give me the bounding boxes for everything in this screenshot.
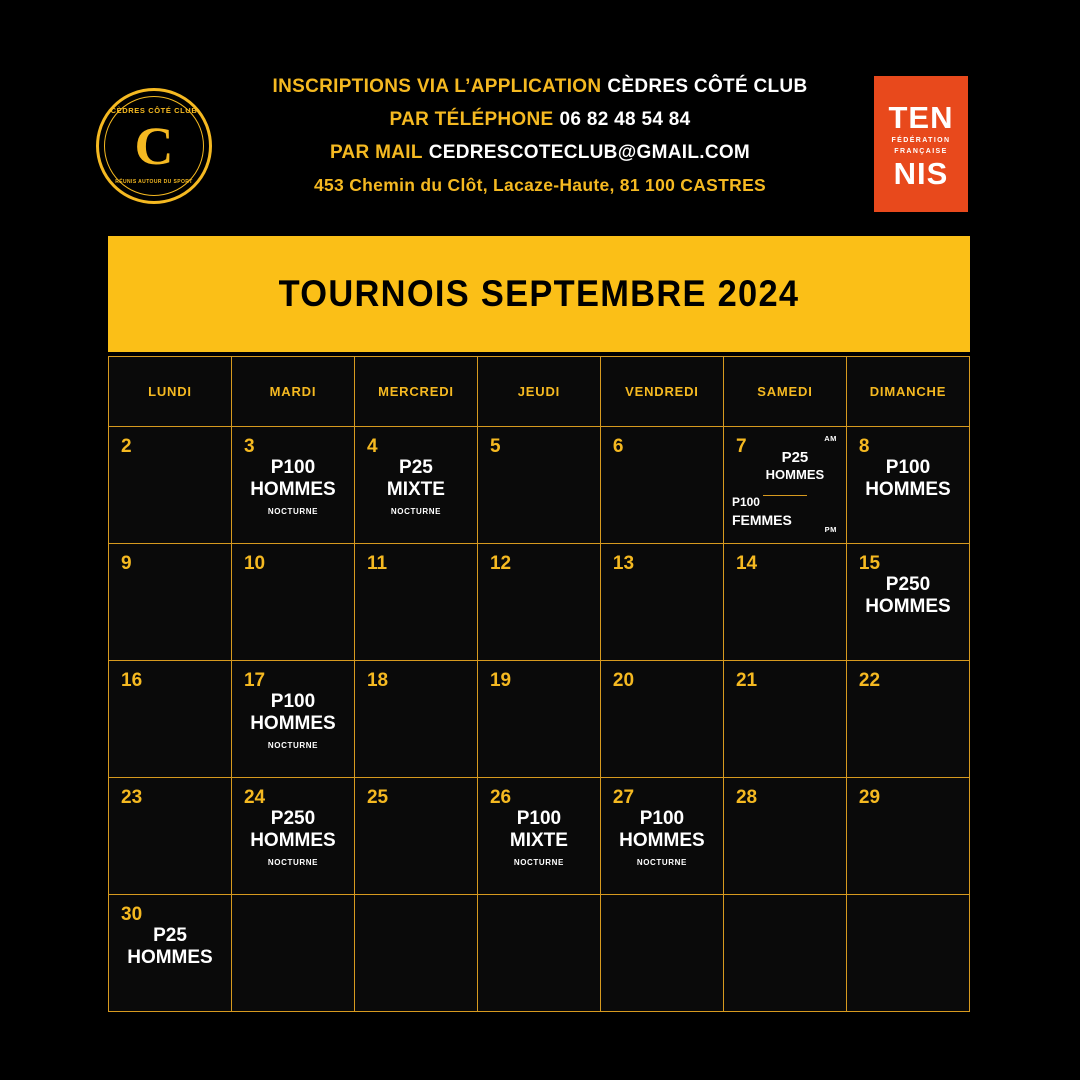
calendar-day-cell[interactable] xyxy=(354,544,477,661)
calendar-day-number: 18 xyxy=(366,670,389,691)
calendar-day-cell[interactable] xyxy=(723,661,846,778)
weekday-header-jeudi: JEUDI xyxy=(477,357,600,427)
calendar-event-title: P25 MIXTE xyxy=(386,457,445,501)
calendar-day-number: 30 xyxy=(121,904,143,925)
calendar-event-title: P100 HOMMES xyxy=(619,808,705,852)
calendar-event-note: NOCTURNE xyxy=(267,506,319,516)
calendar-day-number: 28 xyxy=(735,787,758,808)
federation-badge-subtitle xyxy=(892,136,951,157)
contact-app-prefix: INSCRIPTIONS VIA L’APPLICATION xyxy=(272,76,602,97)
calendar-week-row xyxy=(109,427,970,544)
calendar-day-cell[interactable] xyxy=(723,427,846,544)
calendar-day-number: 9 xyxy=(121,553,132,574)
calendar-event-title: P100 HOMMES xyxy=(250,691,336,735)
calendar-day-number: 8 xyxy=(858,436,870,457)
am-event xyxy=(752,449,838,483)
calendar-day-cell[interactable] xyxy=(354,778,477,895)
calendar-day-cell[interactable] xyxy=(477,427,600,544)
calendar-day-number: 22 xyxy=(858,670,881,691)
calendar-day-number: 2 xyxy=(121,436,132,457)
club-logo-ring xyxy=(104,96,204,196)
calendar-day-cell[interactable] xyxy=(231,778,354,895)
calendar-day-number: 21 xyxy=(735,670,758,691)
calendar-day-number: 3 xyxy=(243,436,255,457)
calendar-day-number: 17 xyxy=(243,670,266,691)
am-label: AM xyxy=(824,434,837,443)
calendar-event xyxy=(232,691,354,750)
calendar-day-number: 12 xyxy=(489,553,512,574)
calendar-day-cell[interactable] xyxy=(477,778,600,895)
calendar-day-cell[interactable] xyxy=(600,778,723,895)
calendar-day-number: 26 xyxy=(489,787,512,808)
calendar-event-note: NOCTURNE xyxy=(513,857,564,867)
weekday-header-dimanche: DIMANCHE xyxy=(846,357,969,427)
federation-badge-line1: TEN xyxy=(888,100,954,136)
federation-badge-line2: NIS xyxy=(893,156,949,191)
weekday-header-mercredi: MERCREDI xyxy=(354,357,477,427)
federation-badge-subtitle-line2: FRANÇAISE xyxy=(894,147,948,155)
contact-block xyxy=(240,76,840,207)
weekday-header-mardi: MARDI xyxy=(231,357,354,427)
poster-header xyxy=(0,0,1080,232)
calendar-event xyxy=(847,457,969,502)
am-event-gender: HOMMES xyxy=(765,467,825,482)
calendar-event-title: P100 HOMMES xyxy=(250,457,336,501)
calendar-empty-cell xyxy=(846,895,969,1012)
calendar-event-note: NOCTURNE xyxy=(267,740,319,750)
contact-phone-value[interactable]: 06 82 48 54 84 xyxy=(559,109,691,130)
calendar-event-note: NOCTURNE xyxy=(267,857,319,867)
calendar-day-number: 7 xyxy=(735,436,747,457)
calendar-day-number: 14 xyxy=(735,553,758,574)
tournament-calendar xyxy=(108,356,970,1012)
calendar-event xyxy=(478,808,600,867)
title-banner xyxy=(108,236,970,352)
calendar-day-cell[interactable] xyxy=(109,895,232,1012)
calendar-event-title: P250 HOMMES xyxy=(865,574,951,618)
calendar-day-cell[interactable] xyxy=(354,661,477,778)
calendar-empty-cell xyxy=(477,895,600,1012)
contact-line-phone xyxy=(240,109,840,131)
calendar-day-cell[interactable] xyxy=(846,661,969,778)
calendar-day-cell[interactable] xyxy=(109,427,232,544)
weekday-header-lundi: LUNDI xyxy=(109,357,232,427)
calendar-day-number: 24 xyxy=(243,787,266,808)
calendar-day-number: 16 xyxy=(121,670,143,691)
club-logo-bottom-text: RÉUNIS AUTOUR DU SPORT xyxy=(115,179,193,185)
calendar-day-cell[interactable] xyxy=(354,427,477,544)
calendar-event-title: P100 HOMMES xyxy=(865,457,951,501)
calendar-day-cell[interactable] xyxy=(846,427,969,544)
calendar-day-cell[interactable] xyxy=(600,661,723,778)
contact-line-address: 453 Chemin du Clôt, Lacaze-Haute, 81 100 CASTRES xyxy=(313,175,767,195)
contact-app-value: CÈDRES CÔTÉ CLUB xyxy=(607,76,808,97)
page-title: TOURNOIS SEPTEMBRE 2024 xyxy=(278,273,800,314)
club-logo-monogram: C xyxy=(134,116,174,176)
calendar-day-cell[interactable] xyxy=(723,544,846,661)
calendar-event xyxy=(109,925,231,970)
calendar-day-number: 29 xyxy=(858,787,881,808)
calendar-day-number: 19 xyxy=(489,670,512,691)
calendar-day-number: 13 xyxy=(612,553,635,574)
calendar-day-cell[interactable] xyxy=(846,778,969,895)
calendar-day-cell[interactable] xyxy=(231,427,354,544)
calendar-header-row xyxy=(109,357,970,427)
calendar-day-cell[interactable] xyxy=(231,661,354,778)
calendar-event xyxy=(232,808,354,867)
weekday-header-vendredi: VENDREDI xyxy=(600,357,723,427)
calendar-event-note: NOCTURNE xyxy=(390,506,442,516)
calendar-day-number: 15 xyxy=(858,553,881,574)
calendar-day-number: 4 xyxy=(366,436,378,457)
federation-badge-subtitle-line1: FÉDÉRATION xyxy=(891,137,951,144)
contact-phone-prefix: PAR TÉLÉPHONE xyxy=(389,109,554,130)
calendar-day-number: 23 xyxy=(121,787,143,808)
contact-mail-prefix: PAR MAIL xyxy=(329,142,423,163)
calendar-day-cell[interactable] xyxy=(600,544,723,661)
calendar-day-number: 5 xyxy=(489,436,501,457)
calendar-empty-cell xyxy=(600,895,723,1012)
calendar-day-cell[interactable] xyxy=(600,427,723,544)
federation-badge xyxy=(874,76,968,212)
contact-mail-value[interactable]: CEDRESCOTECLUB@GMAIL.COM xyxy=(428,142,751,163)
calendar-event-title: P100 MIXTE xyxy=(509,808,568,852)
pm-event-gender: FEMMES xyxy=(731,511,792,528)
calendar-empty-cell xyxy=(231,895,354,1012)
calendar-day-cell[interactable] xyxy=(477,661,600,778)
calendar-day-number: 11 xyxy=(366,553,388,574)
calendar-day-number: 20 xyxy=(612,670,635,691)
calendar-event-title: P250 HOMMES xyxy=(250,808,336,852)
calendar-event xyxy=(355,457,477,516)
calendar-week-row xyxy=(109,544,970,661)
calendar-body xyxy=(109,427,970,1012)
calendar-day-number: 27 xyxy=(612,787,635,808)
calendar-day-number: 25 xyxy=(366,787,389,808)
club-logo xyxy=(96,88,212,204)
calendar-event xyxy=(601,808,723,867)
calendar-day-cell[interactable] xyxy=(231,544,354,661)
am-event-category: P25 xyxy=(781,449,809,466)
pm-label: PM xyxy=(824,525,837,534)
calendar-day-number: 6 xyxy=(612,436,624,457)
calendar-event-title: P25 HOMMES xyxy=(127,925,213,969)
calendar-day-cell[interactable] xyxy=(109,778,232,895)
weekday-header-samedi: SAMEDI xyxy=(723,357,846,427)
calendar-event xyxy=(847,574,969,619)
club-logo-top-text: CÈDRES CÔTÉ CLUB xyxy=(110,106,198,115)
calendar-week-row xyxy=(109,895,970,1012)
calendar-event xyxy=(232,457,354,516)
calendar-event-note: NOCTURNE xyxy=(636,857,687,867)
pm-event xyxy=(732,495,818,529)
calendar-day-cell[interactable] xyxy=(723,778,846,895)
contact-line-mail xyxy=(240,142,840,164)
calendar-day-cell[interactable] xyxy=(109,544,232,661)
calendar-week-row xyxy=(109,661,970,778)
calendar-empty-cell xyxy=(723,895,846,1012)
calendar-day-cell[interactable] xyxy=(477,544,600,661)
calendar-day-number: 10 xyxy=(243,553,266,574)
calendar-day-cell[interactable] xyxy=(109,661,232,778)
pm-event-category: P100 xyxy=(731,495,760,510)
calendar-split-day xyxy=(724,427,846,543)
contact-line-app xyxy=(240,76,840,98)
calendar-week-row xyxy=(109,778,970,895)
calendar-empty-cell xyxy=(354,895,477,1012)
calendar-day-cell[interactable] xyxy=(846,544,969,661)
